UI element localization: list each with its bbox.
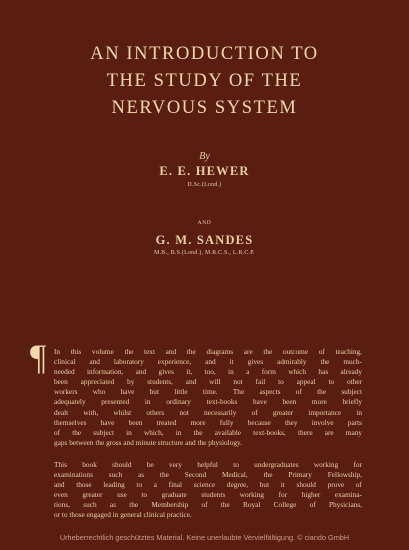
paragraph-2-line: even greater use to graduate students working for higher examina- <box>54 490 362 500</box>
book-title-line-2: THE STUDY OF THE <box>106 71 303 91</box>
paragraph-1-line: gaps between the gross and minute structure and the physiology. <box>54 437 242 447</box>
paragraph-1-line: dealt with, whilst others not necessarily of greater importance in <box>54 407 362 417</box>
paragraph-1-line: adequately presented in ordinary text-books have been more briefly <box>54 397 362 407</box>
paragraph-1-line: workers who have but little time. The aspects of the subject <box>54 387 362 397</box>
by-label: By <box>199 151 210 162</box>
paragraph-2-line: or to those engaged in general clinical practice. <box>54 510 192 520</box>
author-2-name: G. M. SANDES <box>155 233 254 247</box>
paragraph-1-line: themselves have been treated more fully because they involve parts <box>54 417 362 427</box>
book-title-line-3: NERVOUS SYSTEM <box>111 98 298 118</box>
paragraph-1-line: needed information, and gives it, too, in a form which has already <box>54 367 362 377</box>
paragraph-2-line: This book should be very helpful to undergraduates working for <box>54 460 362 469</box>
paragraph-1-line: In this volume the text and the diagrams are the outcome of teaching, <box>54 347 362 356</box>
paragraph-2-line: tions, such as the Membership of the Royal College of Physicians, <box>54 500 362 510</box>
book-title-line-1: AN INTRODUCTION TO <box>90 44 319 64</box>
description-paragraph-2 <box>54 460 362 521</box>
copyright-footer: Urheberrechtlich geschütztes Material. Keine unerlaubte Vervielfältigung. © ciando GmbH <box>59 533 350 542</box>
paragraph-1-line: been appreciated by students, and will not fail to appeal to other <box>54 377 362 387</box>
author-1-name: E. E. HEWER <box>159 164 250 178</box>
paragraph-1-line: of the subject in which, in the available text-books, there are many <box>54 427 362 437</box>
description-paragraph-1 <box>54 347 362 448</box>
pilcrow-ornament: ¶ <box>30 337 47 377</box>
paragraph-2-line: and those leading to a final science degree, but it should prove of <box>54 480 362 490</box>
paragraph-2-line: examinations such as the Second Medical, the Primary Fellowship, <box>54 470 362 480</box>
author-2-degrees: M.B., B.S.(Lond.), M.R.C.S., L.R.C.P. <box>154 250 255 256</box>
and-label: AND <box>197 220 212 226</box>
author-1-degrees: D.Sc.(Lond.) <box>187 182 222 188</box>
paragraph-1-line: clinical and laboratory experience, and it gives admirably the much- <box>54 357 362 367</box>
